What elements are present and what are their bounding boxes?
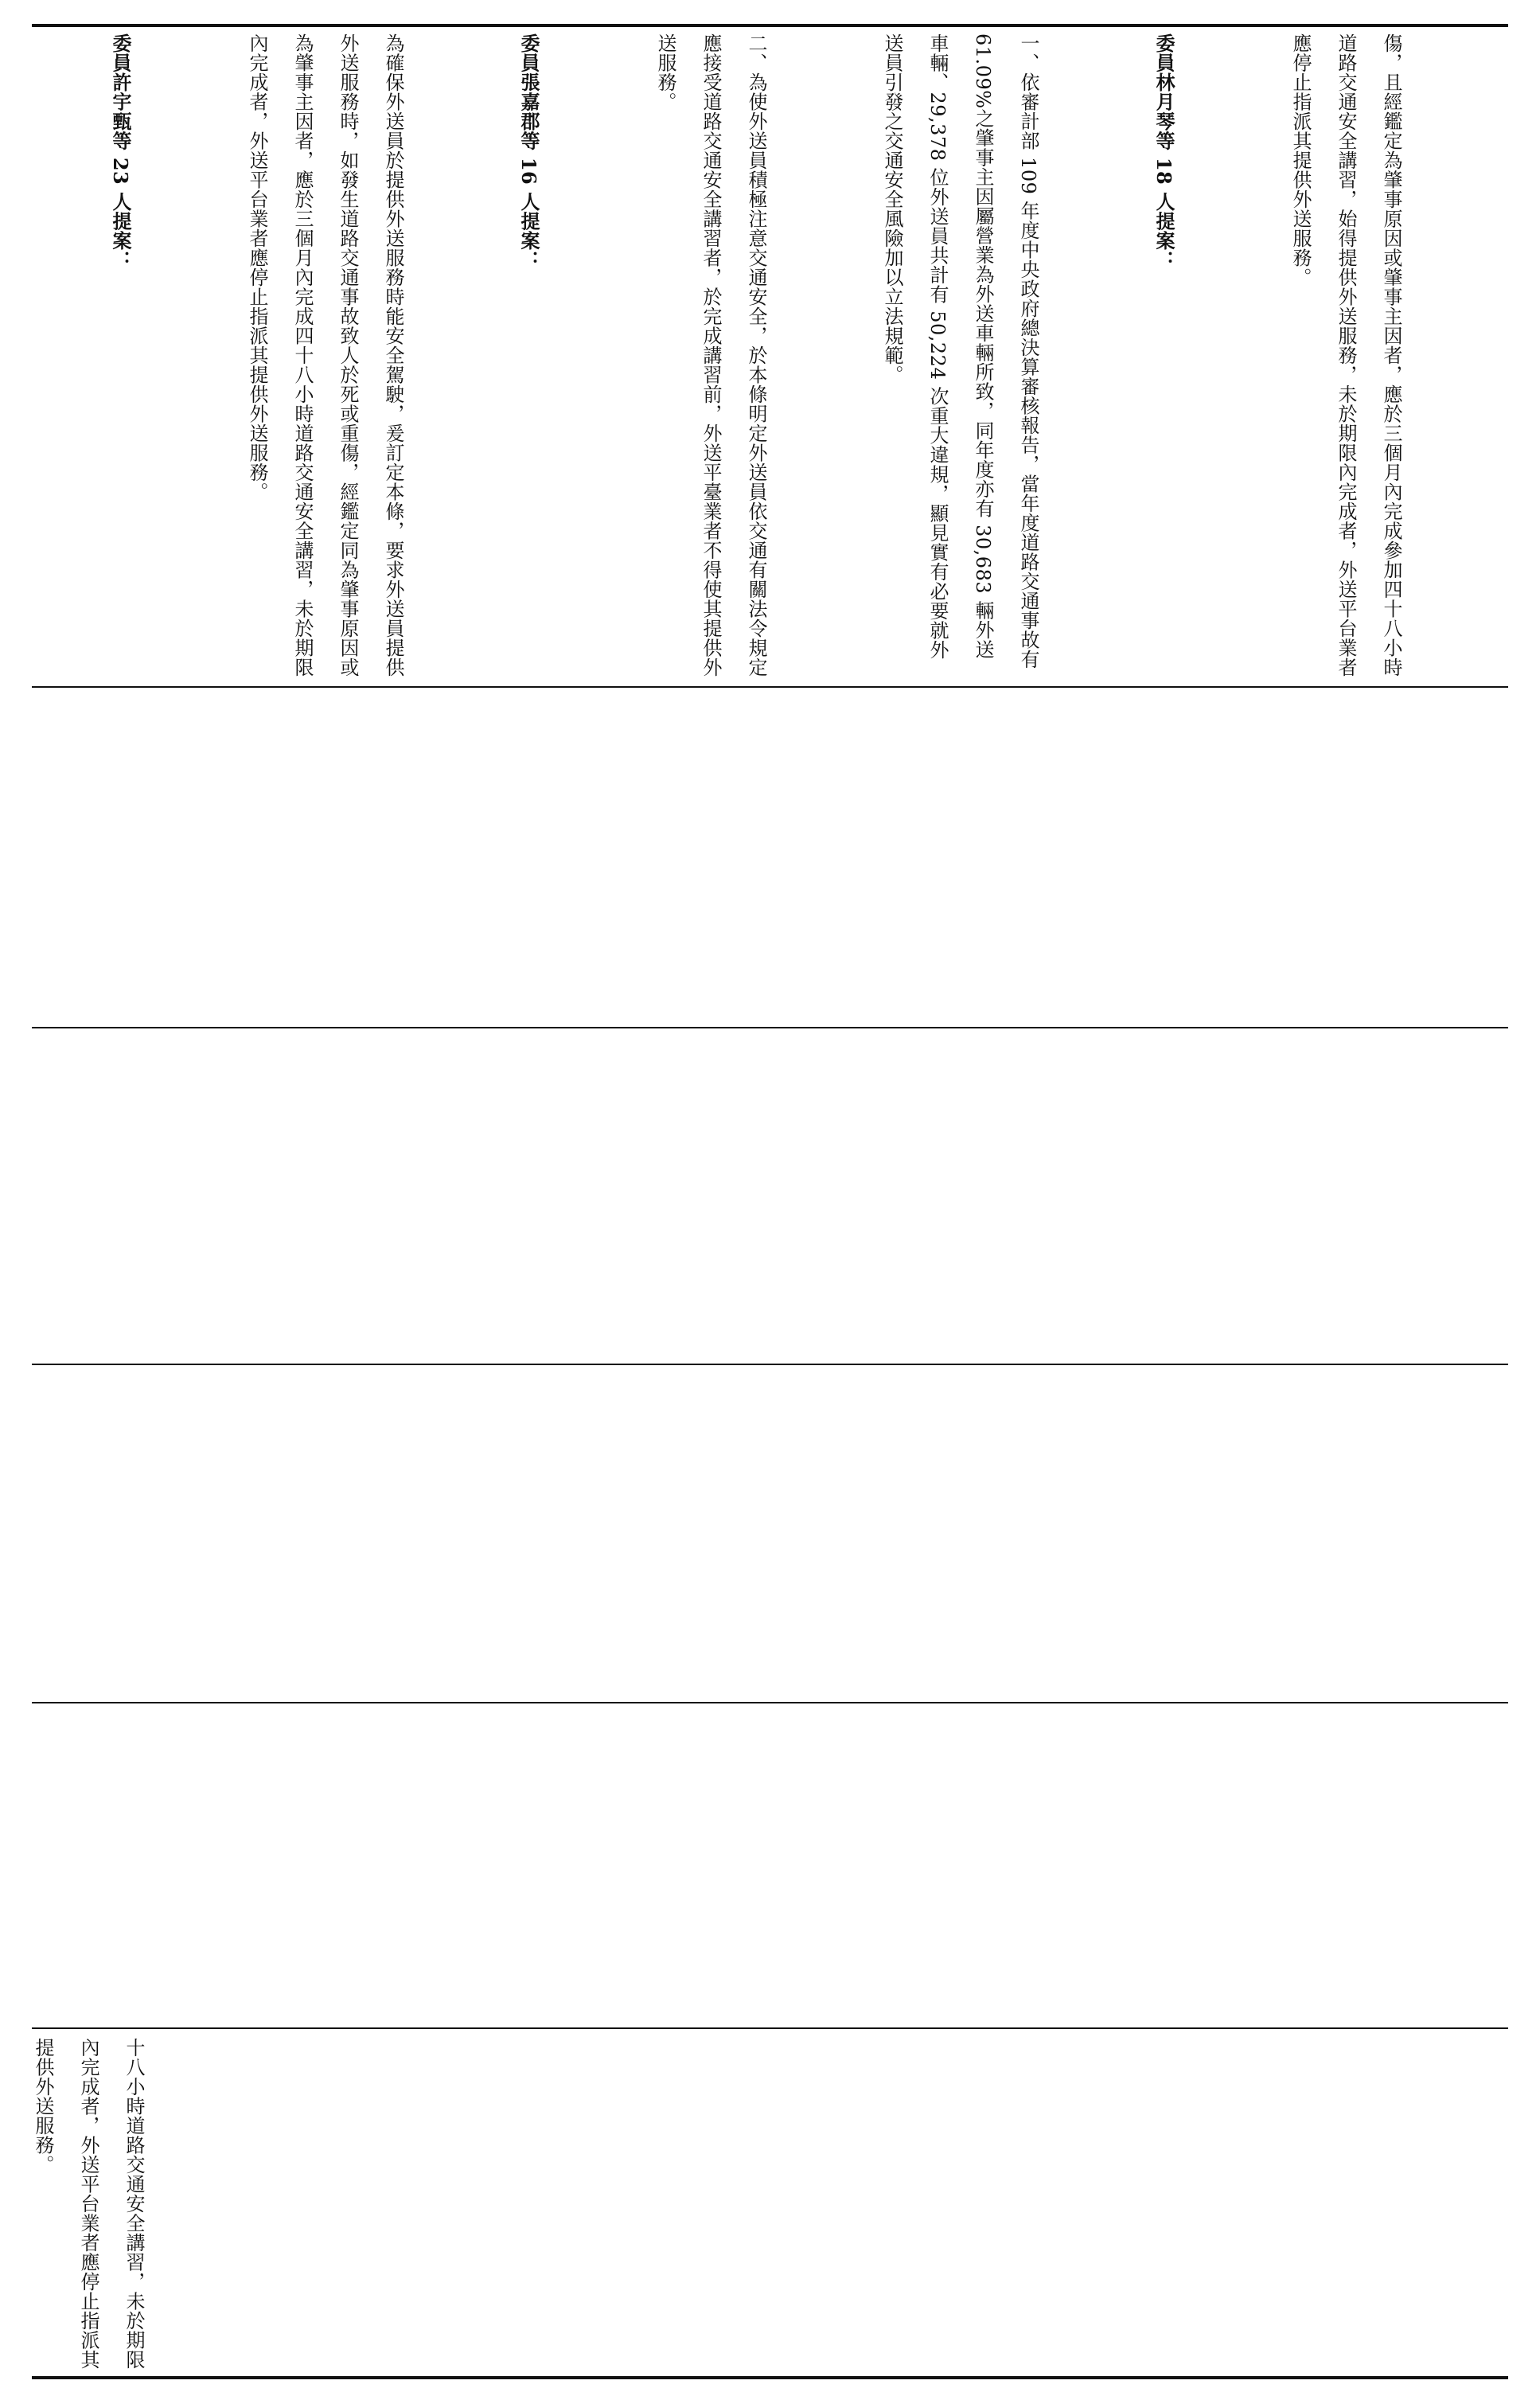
proposal-heading-zhang: 委員張嘉郡等 16 人提案：: [517, 33, 540, 271]
continuation-text: 十八小時道路交通安全講習，未於期限內完成者，外送平台業者應停止指派其提供外送服務。: [32, 2038, 145, 2370]
proposal-heading-lin-yueqin: 委員林月琴等 18 人提案：: [1152, 33, 1175, 271]
row-divider-2: [32, 1027, 1508, 1028]
table-top-border: [32, 24, 1508, 27]
row-divider-1: [32, 686, 1508, 688]
proposal-lin-yueqin-point-2: 二、為使外送員積極注意交通安全，於本條明定外送員依交通有關法令規定應接受道路交通安全講習者，於完成講習前，外送平臺業者不得使其提供外送服務。: [654, 33, 767, 677]
table-bottom-border: [32, 2376, 1508, 2379]
intro-paragraph: 傷，且經鑑定為肇事原因或肇事主因者，應於三個月內完成參加四十八小時道路交通安全講習，始得提供外送服務，未於期限內完成者，外送平台業者應停止指派其提供外送服務。: [1289, 33, 1402, 677]
row-divider-5: [32, 2027, 1508, 2029]
proposal-xu-text: [0, 33, 7, 678]
proposal-heading-xu: 委員許宇甄等 23 人提案：: [109, 33, 132, 271]
row-divider-3: [32, 1364, 1508, 1365]
continuation-cell: [32, 2038, 247, 2372]
explanation-cell: [32, 33, 1504, 678]
proposal-zhang-text: 為確保外送員於提供外送服務時能安全駕駛，爰訂定本條，要求外送員提供外送服務時，如發生道路交通事故致人於死或重傷，經鑑定同為肇事原因或為肇事主因者，應於三個月內完成四十八小時道路交通安全講習，未於期限內完成者，外送平台業者應停止指派其提供外送服務。: [246, 33, 404, 677]
row-divider-4: [32, 1702, 1508, 1703]
proposal-lin-yueqin-point-1: 一、依審計部 109 年度中央政府總決算審核報告，當年度道路交通事故有 61.09%之肇事主因屬營業為外送車輛所致，同年度亦有 30,683 輛外送車輛、29,378 位外送員共計有 50,224 次重大違規，顯見實有必要就外送員引發之交通安全風險加以立法規範。: [881, 33, 1039, 676]
